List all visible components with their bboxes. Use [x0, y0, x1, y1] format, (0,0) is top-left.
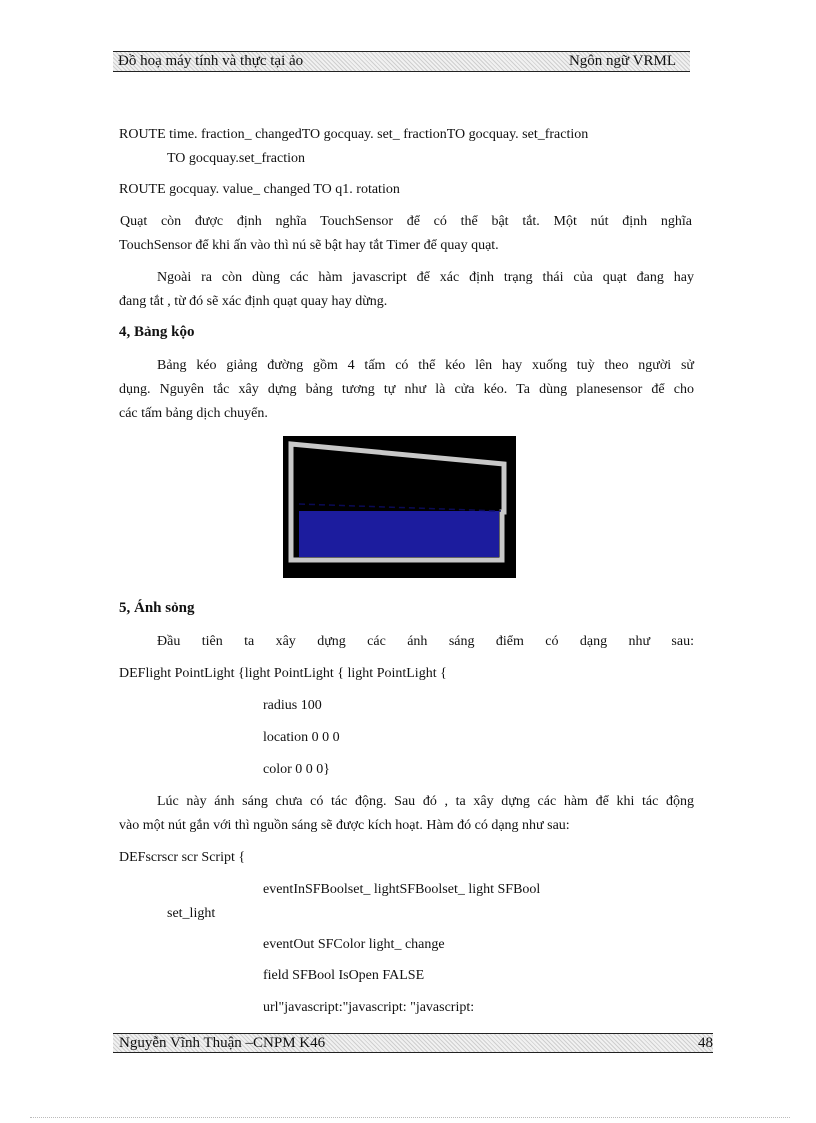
section-heading-5: 5, Ánh sỏng: [119, 600, 195, 616]
code-field: field SFBool IsOpen FALSE: [263, 968, 425, 983]
route-line-1-cont: TO gocquay.set_fraction: [167, 151, 306, 166]
code-radius: radius 100: [263, 698, 322, 713]
header-title: Đồ hoạ máy tính và thực tại ảo: [118, 53, 304, 69]
board-illustration: [283, 436, 516, 578]
page-number: 48: [698, 1034, 713, 1051]
para2-line-1: Ngoài ra còn dùng các hàm javascript để xác định trạng thái của quạt đang hay: [157, 270, 694, 285]
board-seam: [299, 504, 501, 511]
para3-line-3: các tấm bảng dịch chuyển.: [119, 406, 268, 421]
code-url: url"javascript:"javascript: "javascript:: [263, 1000, 475, 1015]
para4-line-2: DEFlight PointLight {light PointLight { light PointLight {: [119, 666, 447, 681]
code-color: color 0 0 0}: [263, 762, 330, 777]
para3-line-2: dụng. Nguyên tắc xây dựng bảng tương tự như là cửa kéo. Ta dùng planesensor để cho: [119, 382, 694, 397]
page-header: [113, 51, 690, 72]
code-def: DEFscrscr scr Script {: [119, 850, 246, 865]
footer-author: Nguyễn Vĩnh Thuận –CNPM K46: [119, 1034, 326, 1051]
header-section: Ngôn ngữ VRML: [568, 53, 676, 69]
board-lower-panel: [299, 511, 499, 557]
page-footer: [113, 1033, 713, 1053]
code-location: location 0 0 0: [263, 730, 340, 745]
code-event-out: eventOut SFColor light_ change: [263, 937, 445, 952]
para1-line-1: Quạt còn được định nghĩa TouchSensor để có thể bật tắt. Một nút định nghĩa: [120, 214, 692, 229]
route-line-1: ROUTE time. fraction_ changedTO gocquay. set_ fractionTO gocquay. set_fraction: [119, 127, 589, 142]
para3-line-1: Bảng kéo giảng đường gồm 4 tấm có thể kéo lên hay xuống tuỳ theo người sử: [157, 358, 694, 373]
para2-line-2: đang tắt , từ đó sẽ xác định quạt quay hay dừng.: [119, 294, 388, 309]
para1-line-2: TouchSensor để khi ấn vào thì nú sẽ bật hay tắt Timer để quay quạt.: [119, 238, 499, 253]
para4-line-1: Đầu tiên ta xây dựng các ánh sáng điểm có dạng như sau:: [157, 634, 694, 649]
board-figure: [283, 436, 516, 578]
code-set-light: set_light: [167, 906, 216, 921]
page-bottom-border: [30, 1117, 790, 1118]
route-line-2: ROUTE gocquay. value_ changed TO q1. rotation: [119, 182, 400, 197]
section-heading-4: 4, Bảng kộo: [119, 324, 195, 340]
para5-line-2: vào một nút gắn với thì nguồn sáng sẽ được kích hoạt. Hàm đó có dạng như sau:: [119, 818, 570, 833]
code-event-in: eventInSFBoolset_ lightSFBoolset_ light SFBool: [263, 882, 541, 897]
para5-line-1: Lúc này ánh sáng chưa có tác động. Sau đó , ta xây dựng các hàm để khi tác động: [157, 794, 694, 809]
